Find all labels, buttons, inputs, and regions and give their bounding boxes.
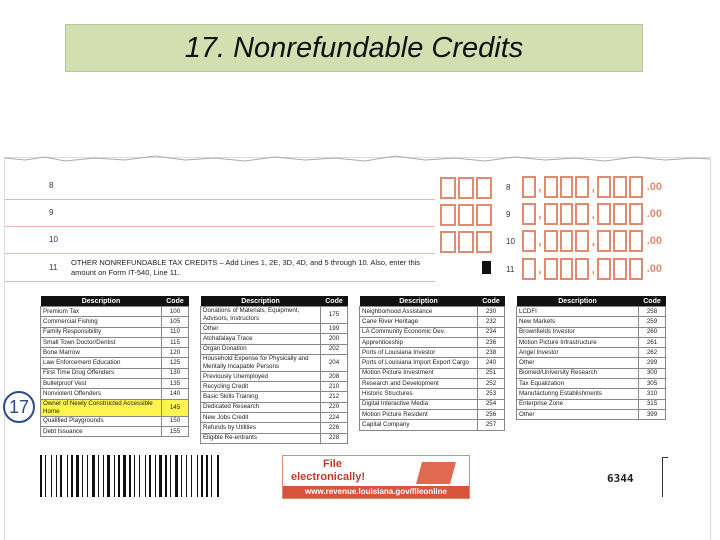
credit-description: Capital Company <box>360 420 478 430</box>
barcode-bar <box>155 455 156 497</box>
barcode-bar <box>149 455 151 497</box>
form-line-11 <box>5 257 435 282</box>
credit-description: Apprenticeship <box>360 337 478 347</box>
credit-description: Household Expense for Physically and Mentally Incapable Persons <box>201 354 321 371</box>
credit-code: 150 <box>162 416 189 426</box>
barcode-bar <box>103 455 104 497</box>
credit-description: Organ Donation <box>201 344 321 354</box>
barcode-bar <box>199 455 200 497</box>
cents-label: .00 <box>646 235 663 247</box>
slide-title-box <box>65 24 643 72</box>
efile-line1: File <box>323 458 342 470</box>
barcode-bar <box>204 455 205 497</box>
table-row <box>41 307 189 317</box>
table-row <box>517 379 666 389</box>
credit-description: Manufacturing Establishments <box>517 389 639 399</box>
table-row <box>517 337 666 347</box>
credit-code: 230 <box>478 307 505 317</box>
table-row <box>360 348 505 358</box>
barcode-bar <box>213 455 216 497</box>
code-table-4 <box>516 296 666 420</box>
credit-code: 259 <box>639 317 666 327</box>
table-row <box>201 324 348 334</box>
credit-description: Cane River Heritage <box>360 317 478 327</box>
credit-code: 202 <box>321 344 348 354</box>
table-row <box>517 317 666 327</box>
barcode-bar <box>71 455 73 497</box>
barcode-bar <box>129 455 131 497</box>
barcode-bar <box>139 455 140 497</box>
table-row <box>360 368 505 378</box>
credit-description: Other <box>517 409 639 419</box>
credit-code: 130 <box>162 368 189 378</box>
barcode-bar <box>157 455 158 497</box>
barcode <box>40 455 260 497</box>
line-number: 11 <box>49 263 58 272</box>
barcode-bar <box>116 455 117 497</box>
credit-description: Eligible Re-entrants <box>201 433 321 443</box>
barcode-bar <box>211 455 212 497</box>
barcode-bar <box>172 455 174 497</box>
barcode-bar <box>165 455 167 497</box>
credit-code-boxes[interactable] <box>440 204 492 224</box>
credit-description: Bone Marrow <box>41 348 162 358</box>
barcode-bar <box>84 455 86 497</box>
table-row <box>201 392 348 402</box>
credit-code-boxes[interactable] <box>440 177 492 197</box>
marker-square <box>482 261 491 274</box>
barcode-bar <box>40 455 42 497</box>
credit-code: 305 <box>639 379 666 389</box>
barcode-bar <box>197 455 198 497</box>
barcode-bar <box>89 455 91 497</box>
code-table-3 <box>359 296 505 431</box>
barcode-bar <box>147 455 148 497</box>
table-row <box>201 354 348 371</box>
table-row <box>41 379 189 389</box>
table-row <box>41 327 189 337</box>
table-row <box>360 358 505 368</box>
credit-description: Enterprise Zone <box>517 399 639 409</box>
table-row <box>201 371 348 381</box>
barcode-bar <box>105 455 106 497</box>
credit-code: 135 <box>162 379 189 389</box>
amount-boxes-line-8[interactable]: , , .00 <box>522 177 662 197</box>
credit-description: Other <box>201 324 321 334</box>
credit-code: 232 <box>478 317 505 327</box>
table-row <box>41 368 189 378</box>
credit-code: 212 <box>321 392 348 402</box>
credit-code: 240 <box>478 358 505 368</box>
cents-label: .00 <box>646 263 663 275</box>
credit-code: 262 <box>639 348 666 358</box>
corner-mark-h <box>662 457 668 458</box>
form-number: 6344 <box>607 472 634 485</box>
amount-line-number: 9 <box>506 210 511 219</box>
credit-description: Owner of Newly Constructed Accessible Home <box>41 399 162 416</box>
table-row <box>517 399 666 409</box>
barcode-bar <box>47 455 50 497</box>
barcode-bar <box>217 455 219 497</box>
table-row <box>517 358 666 368</box>
amount-boxes-line-11[interactable]: , , .00 <box>522 259 662 279</box>
description-header: Description <box>360 296 478 307</box>
credit-code: 110 <box>162 327 189 337</box>
line-17-marker: 17 <box>3 391 35 423</box>
amount-line-number: 8 <box>506 183 511 192</box>
barcode-bar <box>132 455 133 497</box>
table-row <box>517 368 666 378</box>
barcode-bar <box>60 455 62 497</box>
barcode-bar <box>191 455 192 497</box>
barcode-bar <box>206 455 208 497</box>
credit-description: Ports of Louisiana Import Export Cargo <box>360 358 478 368</box>
credit-description: LA Community Economic Dev. <box>360 327 478 337</box>
credit-code: 261 <box>639 337 666 347</box>
barcode-bar <box>209 455 210 497</box>
table-row <box>360 337 505 347</box>
table-row <box>41 389 189 399</box>
credit-description: Angel Investor <box>517 348 639 358</box>
barcode-bar <box>136 455 138 497</box>
table-row <box>360 399 505 409</box>
laptop-icon <box>416 462 456 484</box>
credit-description: Neighborhood Assistance <box>360 307 478 317</box>
credit-description: Previously Unemployed <box>201 371 321 381</box>
barcode-bar <box>76 455 79 497</box>
credit-code: 251 <box>478 368 505 378</box>
barcode-bar <box>69 455 70 497</box>
credit-code: 256 <box>478 409 505 419</box>
description-header: Description <box>517 296 639 307</box>
barcode-bar <box>92 455 95 497</box>
table-row <box>201 413 348 423</box>
barcode-bar <box>123 455 126 497</box>
barcode-bar <box>80 455 81 497</box>
credit-code: 257 <box>478 420 505 430</box>
code-header: Code <box>321 296 348 307</box>
credit-code: 210 <box>321 382 348 392</box>
credit-description: Historic Structures <box>360 389 478 399</box>
credit-code: 258 <box>639 307 666 317</box>
table-row <box>41 317 189 327</box>
line-number: 9 <box>49 208 54 217</box>
credit-description: Brownfields Investor <box>517 327 639 337</box>
cents-label: .00 <box>646 181 663 193</box>
barcode-bar <box>201 455 203 497</box>
credit-code: 145 <box>162 399 189 416</box>
barcode-bar <box>127 455 128 497</box>
credit-description: New Markets <box>517 317 639 327</box>
table-row <box>201 433 348 443</box>
table-row <box>360 379 505 389</box>
table-row <box>41 337 189 347</box>
barcode-bar <box>74 455 75 497</box>
credit-code: 238 <box>478 348 505 358</box>
credit-code: 299 <box>639 358 666 368</box>
table-row <box>517 327 666 337</box>
credit-code: 234 <box>478 327 505 337</box>
barcode-bar <box>67 455 68 497</box>
credit-description: Other <box>517 358 639 368</box>
form-line-9 <box>5 202 435 227</box>
efile-url[interactable]: www.revenue.louisiana.gov/fileonline <box>283 486 469 498</box>
credit-description: Biomed/University Research <box>517 368 639 378</box>
credit-code: 199 <box>321 324 348 334</box>
credit-code: 155 <box>162 426 189 436</box>
credit-description: New Jobs Credit <box>201 413 321 423</box>
barcode-bar <box>134 455 135 497</box>
amount-boxes-line-9[interactable]: , , .00 <box>522 204 662 224</box>
credit-description: Basic Skills Training <box>201 392 321 402</box>
credit-code: 140 <box>162 389 189 399</box>
barcode-bar <box>114 455 115 497</box>
credit-description: Digital Interactive Media <box>360 399 478 409</box>
table-row <box>517 307 666 317</box>
credit-code: 228 <box>321 433 348 443</box>
credit-description: Research and Development <box>360 379 478 389</box>
barcode-bar <box>175 455 178 497</box>
barcode-bar <box>183 455 185 497</box>
table-row <box>41 416 189 426</box>
credit-code: 254 <box>478 399 505 409</box>
barcode-bar <box>45 455 46 497</box>
barcode-bar <box>58 455 59 497</box>
code-header: Code <box>162 296 189 307</box>
code-header: Code <box>478 296 505 307</box>
barcode-bar <box>107 455 110 497</box>
credit-code: 253 <box>478 389 505 399</box>
line-description: OTHER NONREFUNDABLE TAX CREDITS – Add Lines 1, 2E, 3D, 4D, and 5 through 10. Also, enter this amount on Form IT-540, Line 11. <box>71 258 421 277</box>
code-table-2 <box>200 296 348 444</box>
slide-title: 17. Nonrefundable Credits <box>184 31 524 64</box>
credit-code: 120 <box>162 348 189 358</box>
barcode-bar <box>118 455 120 497</box>
credit-description: Motion Picture Resident <box>360 409 478 419</box>
barcode-bar <box>96 455 97 497</box>
barcode-bar <box>186 455 187 497</box>
efile-line2: electronically! <box>291 471 365 483</box>
credit-description: Premium Tax <box>41 307 162 317</box>
credit-code: 125 <box>162 358 189 368</box>
barcode-bar <box>181 455 182 497</box>
credit-description: Ports of Louisiana Investor <box>360 348 478 358</box>
credit-description: Atchafalaya Trace <box>201 334 321 344</box>
credit-code: 399 <box>639 409 666 419</box>
table-row <box>41 358 189 368</box>
credit-code: 300 <box>639 368 666 378</box>
credit-description: First Time Drug Offenders <box>41 368 162 378</box>
barcode-bar <box>98 455 99 497</box>
table-row <box>41 348 189 358</box>
credit-code: 226 <box>321 423 348 433</box>
credit-code: 220 <box>321 402 348 412</box>
credit-code-boxes[interactable] <box>440 231 492 251</box>
code-header: Code <box>639 296 666 307</box>
barcode-bar <box>193 455 196 497</box>
credit-description: Law Enforcement Education <box>41 358 162 368</box>
credit-description: Motion Picture Investment <box>360 368 478 378</box>
credit-description: Qualified Playgrounds <box>41 416 162 426</box>
credit-code: 100 <box>162 307 189 317</box>
barcode-bar <box>168 455 169 497</box>
barcode-bar <box>170 455 171 497</box>
barcode-bar <box>111 455 113 497</box>
table-row <box>201 334 348 344</box>
table-row <box>201 402 348 412</box>
description-header: Description <box>201 296 321 307</box>
credit-code: 175 <box>321 307 348 324</box>
table-row <box>517 348 666 358</box>
credit-code: 115 <box>162 337 189 347</box>
barcode-bar <box>159 455 162 497</box>
barcode-bar <box>141 455 144 497</box>
credit-description: Recycling Credit <box>201 382 321 392</box>
form-line-8 <box>5 175 435 200</box>
code-table-1 <box>40 296 189 437</box>
efile-banner[interactable] <box>282 455 470 499</box>
barcode-bar <box>145 455 146 497</box>
corner-mark <box>662 457 663 497</box>
amount-line-number: 11 <box>506 265 515 274</box>
credit-description: Bulletproof Vest <box>41 379 162 389</box>
table-row <box>201 307 348 324</box>
barcode-bar <box>43 455 44 497</box>
barcode-bar <box>100 455 102 497</box>
credit-code: 224 <box>321 413 348 423</box>
form-line-10 <box>5 229 435 254</box>
amount-boxes-line-10[interactable]: , , .00 <box>522 231 662 251</box>
barcode-bar <box>51 455 52 497</box>
credit-description: Dedicated Research <box>201 402 321 412</box>
amount-line-number: 10 <box>506 237 515 246</box>
barcode-bar <box>121 455 122 497</box>
credit-code: 105 <box>162 317 189 327</box>
credit-description: Motion Picture Infrastructure <box>517 337 639 347</box>
torn-edge <box>5 152 710 166</box>
barcode-bar <box>87 455 88 497</box>
table-row <box>201 423 348 433</box>
line-number: 10 <box>49 235 58 244</box>
barcode-bar <box>179 455 180 497</box>
credit-description: Debt Issuance <box>41 426 162 436</box>
table-row <box>360 420 505 430</box>
credit-code: 204 <box>321 354 348 371</box>
credit-description: Nonviolent Offenders <box>41 389 162 399</box>
table-row <box>360 307 505 317</box>
barcode-bar <box>220 455 221 497</box>
table-row <box>360 389 505 399</box>
barcode-bar <box>56 455 57 497</box>
credit-description: Refunds by Utilities <box>201 423 321 433</box>
table-row <box>201 344 348 354</box>
credit-description: Small Town Doctor/Dentist <box>41 337 162 347</box>
barcode-bar <box>53 455 55 497</box>
credit-code: 236 <box>478 337 505 347</box>
table-row <box>360 327 505 337</box>
barcode-bar <box>163 455 164 497</box>
credit-code: 208 <box>321 371 348 381</box>
credit-code: 310 <box>639 389 666 399</box>
description-header: Description <box>41 296 162 307</box>
credit-description: Donations of Materials, Equipment, Advisors, Instructors <box>201 307 321 324</box>
table-row <box>41 399 189 416</box>
table-row <box>360 409 505 419</box>
line-number: 8 <box>49 181 54 190</box>
barcode-bar <box>82 455 83 497</box>
barcode-bar <box>63 455 66 497</box>
credit-code: 252 <box>478 379 505 389</box>
credit-description: Family Responsibility <box>41 327 162 337</box>
table-row <box>201 382 348 392</box>
credit-description: Tax Equalization <box>517 379 639 389</box>
table-row <box>517 409 666 419</box>
credit-description: Commercial Fishing <box>41 317 162 327</box>
barcode-bar <box>188 455 190 497</box>
table-row <box>41 426 189 436</box>
table-row <box>517 389 666 399</box>
credit-code: 260 <box>639 327 666 337</box>
cents-label: .00 <box>646 208 663 220</box>
barcode-bar <box>152 455 154 497</box>
table-row <box>360 317 505 327</box>
credit-code: 200 <box>321 334 348 344</box>
credit-code: 315 <box>639 399 666 409</box>
credit-description: LCDFI <box>517 307 639 317</box>
